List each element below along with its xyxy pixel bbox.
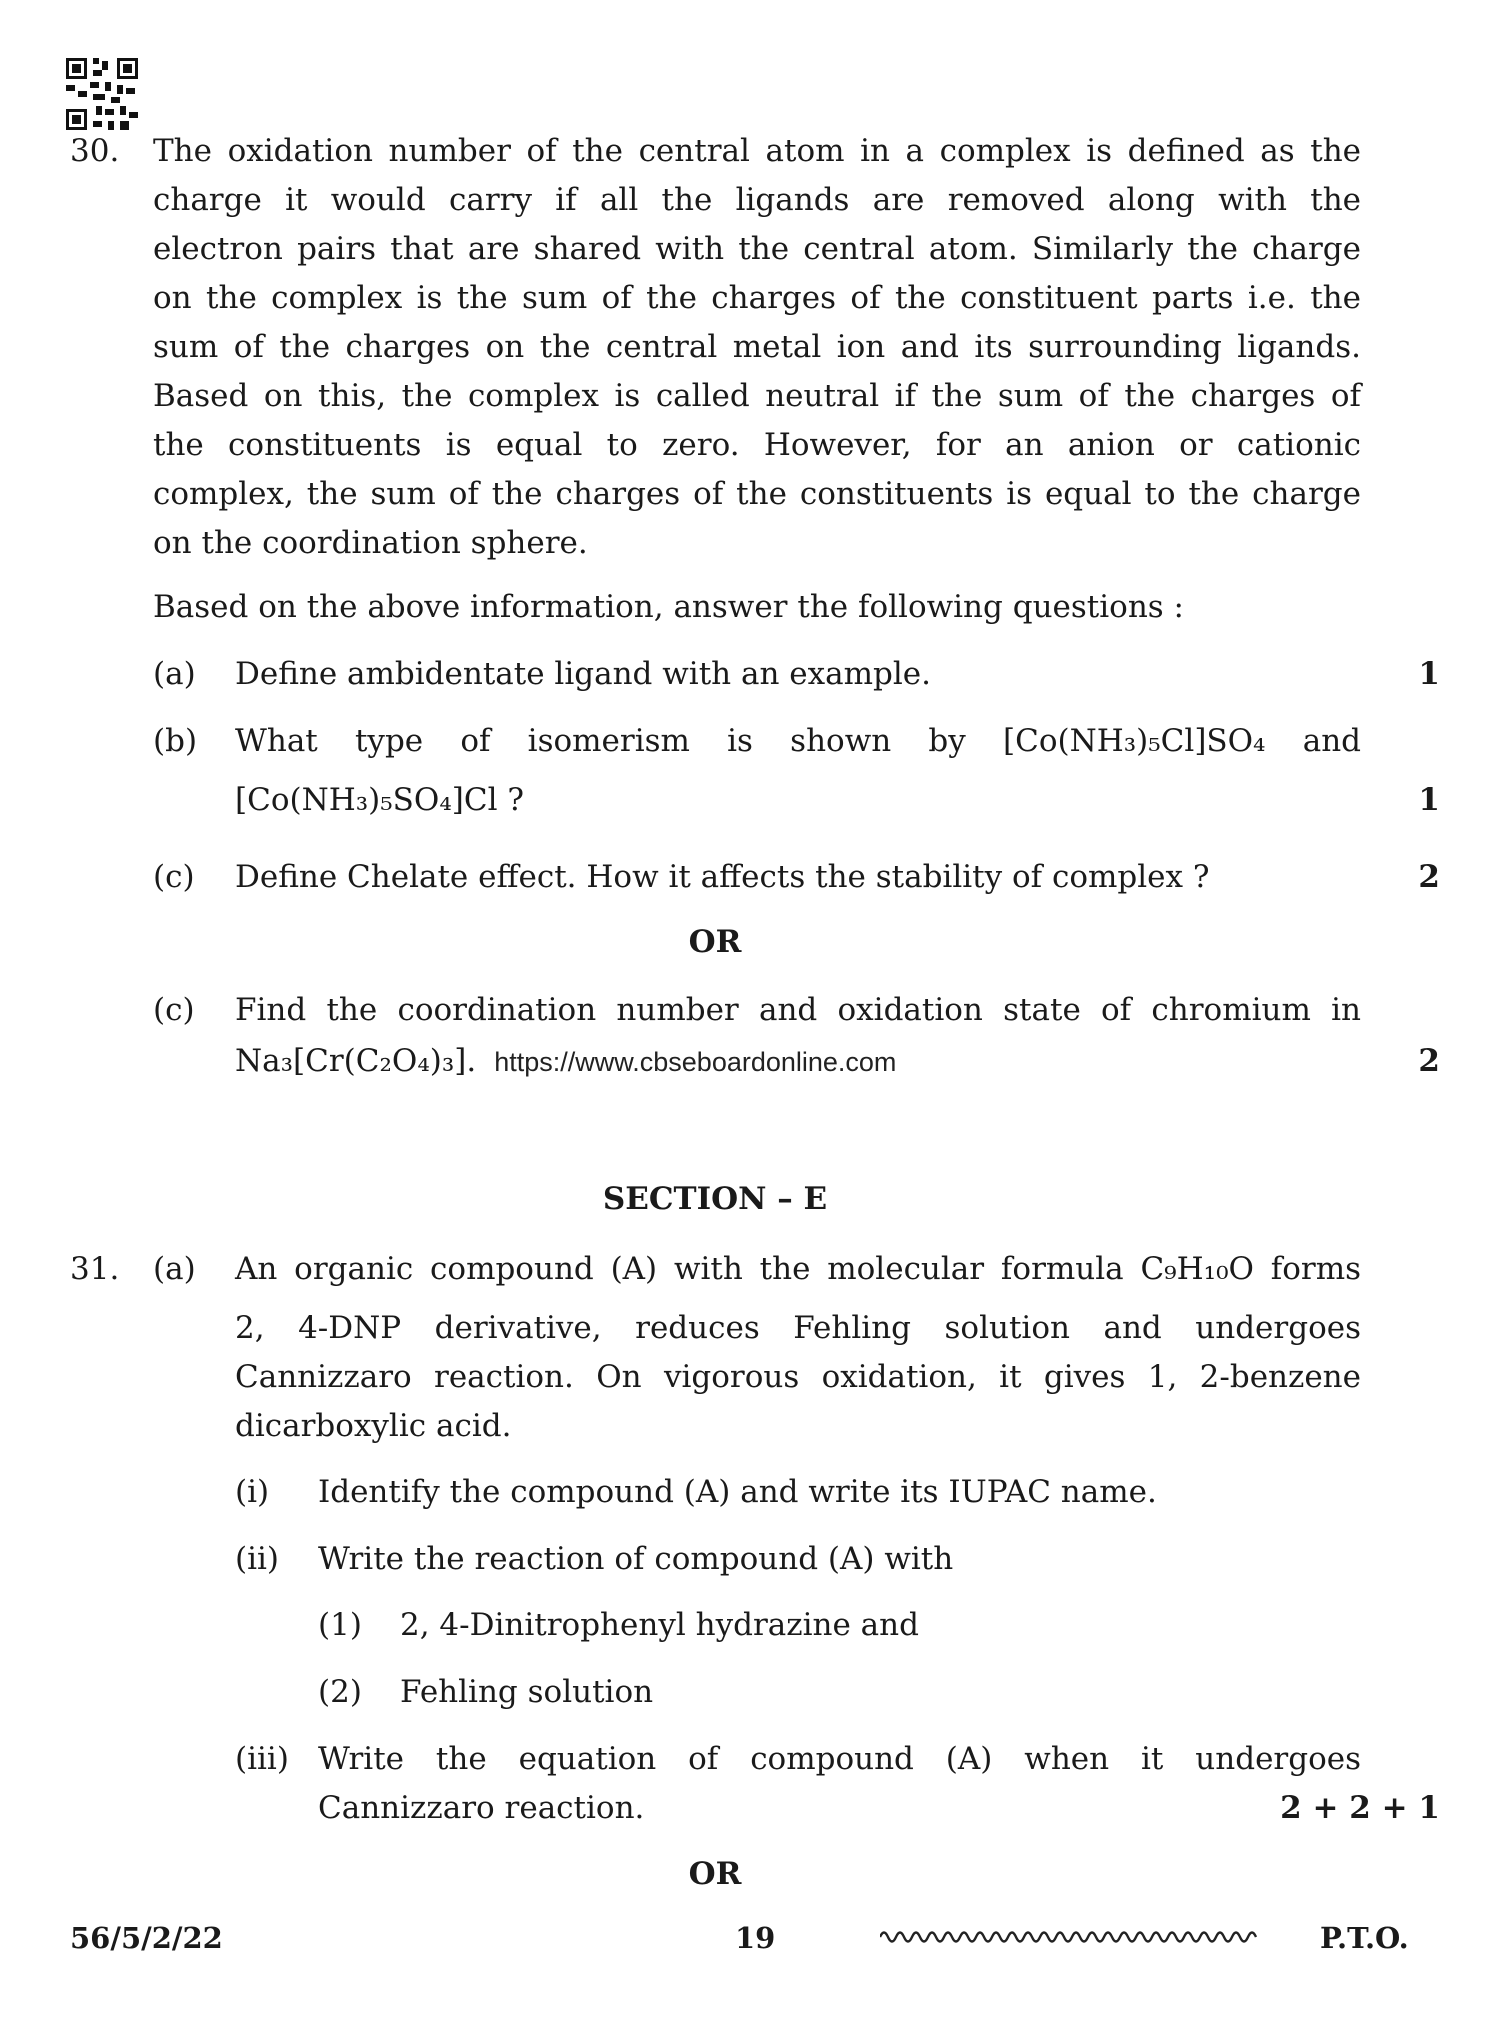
qr-code-icon — [66, 58, 138, 130]
subpart-text: Write the equation of compound (A) when it undergoes — [318, 1741, 1361, 1777]
subpart-text-line2: Cannizzaro reaction. — [318, 1790, 645, 1826]
marks: 2 — [1418, 859, 1440, 895]
part-text-suffix: and — [1302, 723, 1362, 759]
paper-code: 56/5/2/22 — [70, 1921, 223, 1955]
passage-line: Based on this, the complex is called neutral if the sum of the charges of — [153, 378, 1361, 414]
marks: 1 — [1418, 656, 1440, 692]
marks: 1 — [1418, 782, 1440, 818]
chemical-formula: [Co(NH₃)₅Cl]SO₄ — [1003, 723, 1266, 759]
please-turn-over: P.T.O. — [1320, 1921, 1409, 1955]
chemical-formula: Na₃[Cr(C₂O₄)₃]. — [235, 1043, 477, 1079]
subpart-text: Identify the compound (A) and write its IUPAC name. — [318, 1474, 1157, 1510]
chemical-formula: [Co(NH₃)₅SO₄]Cl ? — [235, 782, 524, 818]
part-text: Define ambidentate ligand with an example. — [235, 656, 931, 692]
subsubpart-text: Fehling solution — [400, 1674, 654, 1710]
part-text-line2 — [235, 1037, 1335, 1087]
question-number: 31. — [70, 1251, 120, 1287]
part-text: Define Chelate effect. How it affects the stability of complex ? — [235, 859, 1210, 895]
passage-line: electron pairs that are shared with the central atom. Similarly the charge — [153, 231, 1361, 267]
subpart-label: (ii) — [235, 1541, 280, 1577]
page-number: 19 — [735, 1921, 776, 1955]
subsubpart-label: (2) — [318, 1674, 362, 1710]
wavy-line-icon — [880, 1922, 1260, 1952]
marks: 2 + 2 + 1 — [1280, 1790, 1440, 1826]
part-label: (a) — [153, 1251, 196, 1287]
question-30-passage — [153, 127, 1361, 568]
passage-line: complex, the sum of the charges of the constituents is equal to the charge — [153, 476, 1361, 512]
question-line: 2, 4-DNP derivative, reduces Fehling solution and undergoes — [235, 1310, 1361, 1346]
part-text-prefix: What type of isomerism is shown by — [235, 723, 966, 759]
or-separator: OR — [688, 1856, 742, 1892]
passage-line: sum of the charges on the central metal ion and its surrounding ligands. — [153, 329, 1361, 365]
passage-line: on the complex is the sum of the charges of the constituent parts i.e. the — [153, 280, 1361, 316]
part-text: Find the coordination number and oxidation state of chromium in — [235, 992, 1361, 1028]
question-line: Cannizzaro reaction. On vigorous oxidation, it gives 1, 2-benzene — [235, 1359, 1361, 1395]
question-31-text — [235, 1245, 1361, 1451]
passage-line: on the coordination sphere. — [153, 525, 588, 561]
marks: 2 — [1418, 1043, 1440, 1079]
part-label: (b) — [153, 723, 198, 759]
part-label: (c) — [153, 992, 195, 1028]
part-text-line1 — [235, 717, 1361, 766]
passage-line: charge it would carry if all the ligands are removed along with the — [153, 182, 1361, 218]
subpart-label: (i) — [235, 1474, 270, 1510]
part-label: (a) — [153, 656, 196, 692]
passage-line: The oxidation number of the central atom in a complex is defined as the — [153, 133, 1361, 169]
subsubpart-label: (1) — [318, 1607, 362, 1643]
subsubpart-text: 2, 4-Dinitrophenyl hydrazine and — [400, 1607, 919, 1643]
question-prompt: Based on the above information, answer the following questions : — [153, 589, 1184, 625]
part-label: (c) — [153, 859, 195, 895]
subpart-text: Write the reaction of compound (A) with — [318, 1541, 954, 1577]
passage-line: the constituents is equal to zero. However, for an anion or cationic — [153, 427, 1361, 463]
subpart-label: (iii) — [235, 1741, 289, 1777]
question-line: dicarboxylic acid. — [235, 1408, 512, 1444]
section-heading: SECTION – E — [602, 1181, 828, 1217]
source-url: https://www.cbseboardonline.com — [494, 1047, 897, 1077]
question-line: An organic compound (A) with the molecular formula C₉H₁₀O forms — [235, 1251, 1361, 1287]
question-number: 30. — [70, 133, 120, 169]
or-separator: OR — [688, 924, 742, 960]
